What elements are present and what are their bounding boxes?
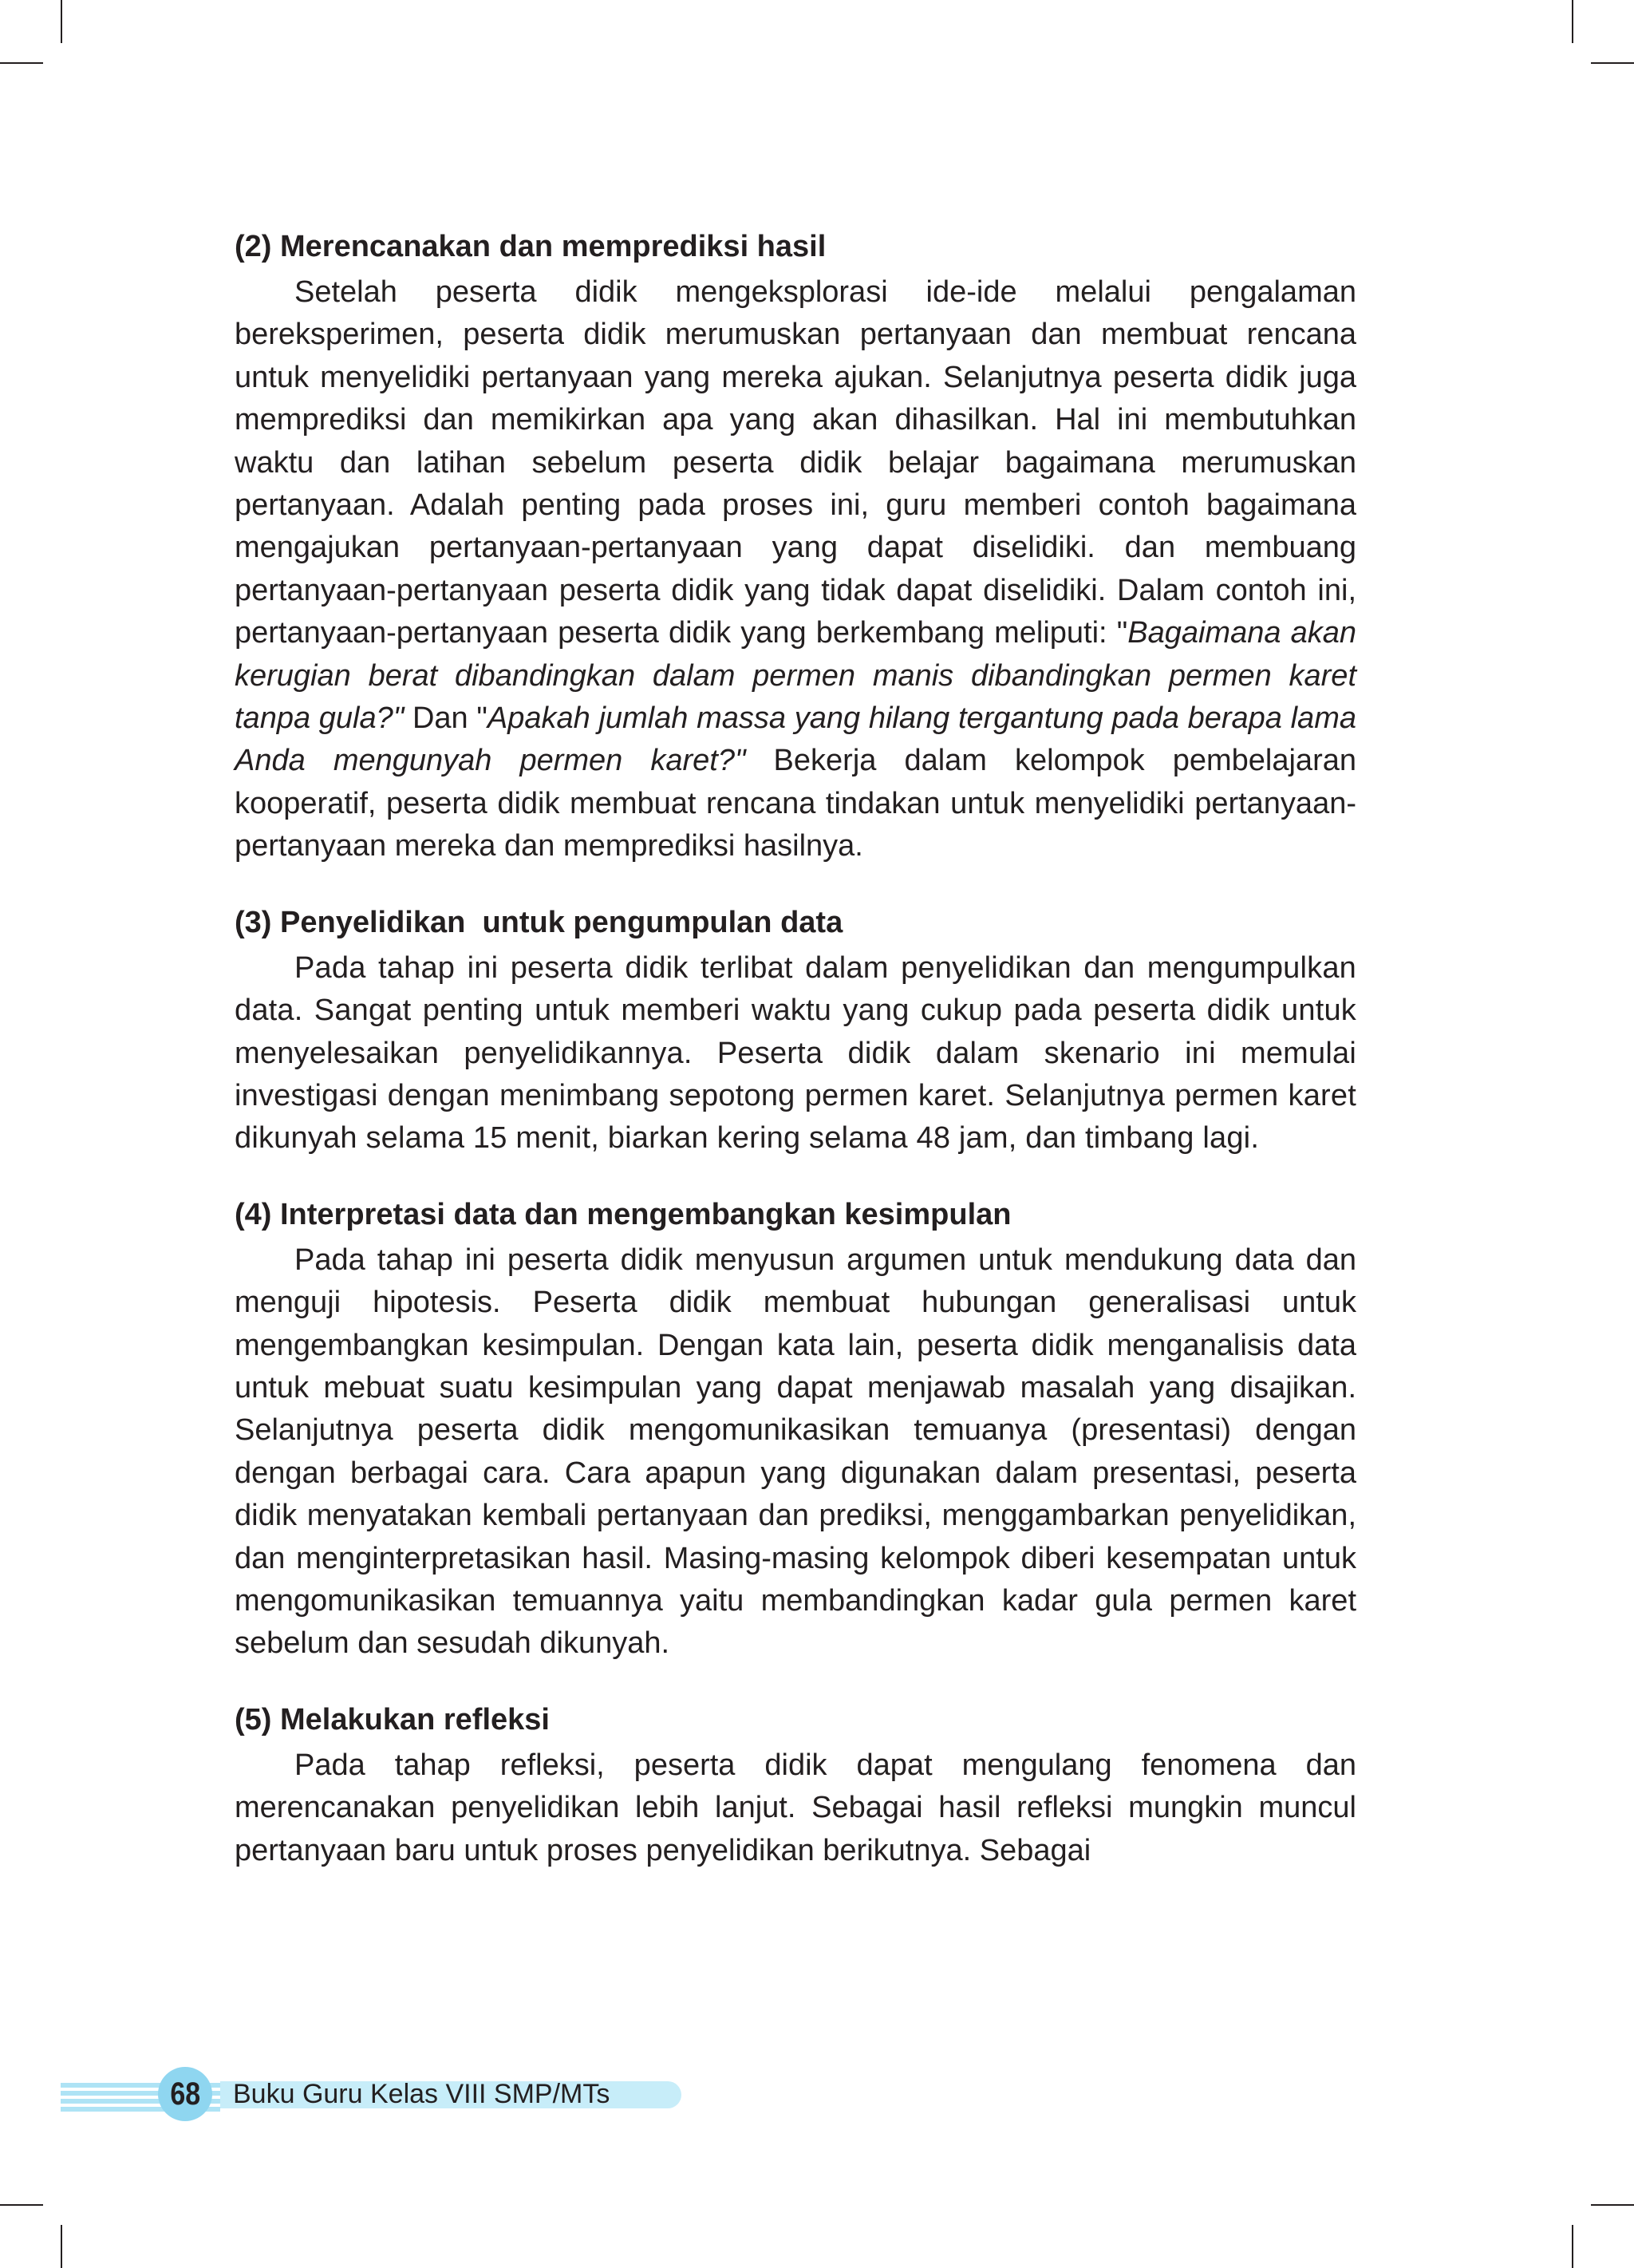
crop-mark-top-right-horizontal xyxy=(1591,62,1634,64)
crop-mark-top-left-horizontal xyxy=(0,62,43,64)
page-number-badge xyxy=(158,2067,212,2121)
section-paragraph xyxy=(235,271,1356,868)
section-paragraph: Pada tahap ini peserta didik terlibat dalam penyelidikan dan mengumpulkan data. Sangat penting untuk memberi waktu yang cukup pada peserta didik untuk menyelesaikan penyelidikannya. Peserta didik dalam skenario ini memulai investigasi dengan menimbang sepotong permen karet. Selanjutnya permen karet dikunyah selama 15 menit, biarkan kering selama 48 jam, dan timbang lagi. xyxy=(235,950,1356,1156)
example-question-italic: Bagaimana akan kerugian berat dibandingkan dalam permen manis dibandingkan permen karet tanpa gula?" xyxy=(235,616,1356,736)
section-planning xyxy=(235,226,1356,868)
page-footer xyxy=(61,2067,635,2121)
section-reflection xyxy=(235,1699,1356,1872)
section-heading: (2) Merencanakan dan memprediksi hasil xyxy=(235,230,827,263)
crop-mark-top-right-vertical xyxy=(1572,0,1573,43)
paragraph-text: Setelah peserta didik mengeksplorasi ide-ide melalui pengalaman bereksperimen, peserta didik merumuskan pertanyaan dan membuat rencana untuk menyelidiki pertanyaan yang mereka ajukan. Selanjutnya peserta didik juga memprediksi dan memikirkan apa yang akan dihasilkan. Hal ini membutuhkan waktu dan latihan sebelum peserta didik belajar bagaimana merumuskan pertanyaan. Adalah penting pada proses ini, guru memberi contoh bagaimana mengajukan pertanyaan-pertanyaan yang dapat diselidiki. dan membuang pertanyaan-pertanyaan peserta didik yang tidak dapat diselidiki. Dalam contoh ini, pertanyaan-pertanyaan peserta didik yang berkembang meliputi: " xyxy=(235,275,1356,650)
section-paragraph: Pada tahap refleksi, peserta didik dapat mengulang fenomena dan merencanakan penyelidikan lebih lanjut. Sebagai hasil refleksi mungkin muncul pertanyaan baru untuk proses penyelidikan berikutnya. Sebagai xyxy=(235,1748,1356,1867)
example-question-italic: Apakah jumlah massa yang hilang tergantung pada berapa lama Anda mengunyah permen karet?" xyxy=(235,701,1356,778)
page-number: 68 xyxy=(170,2076,200,2112)
section-paragraph: Pada tahap ini peserta didik menyusun argumen untuk mendukung data dan menguji hipotesis. Peserta didik membuat hubungan generalisasi untuk mengembangkan kesimpulan. Dengan kata lain, peserta didik menganalisis data untuk mebuat suatu kesimpulan yang dapat menjawab masalah yang disajikan. Selanjutnya peserta didik mengomunikasikan temuanya (presentasi) dengan dengan berbagai cara. Cara apapun yang digunakan dalam presentasi, peserta didik menyatakan kembali pertanyaan dan prediksi, menggambarkan penyelidikan, dan menginterpretasikan hasil. Masing-masing kelompok diberi kesempatan untuk mengomunikasikan temuannya yaitu membandingkan kadar gula permen karet sebelum dan sesudah dikunyah. xyxy=(235,1243,1356,1661)
paragraph-text: Dan " xyxy=(404,701,487,736)
section-heading: (5) Melakukan refleksi xyxy=(235,1702,550,1737)
section-heading: (4) Interpretasi data dan mengembangkan kesimpulan xyxy=(235,1197,1012,1231)
section-heading: (3) Penyelidikan untuk pengumpulan data xyxy=(235,905,843,939)
crop-mark-bottom-right-vertical xyxy=(1572,2225,1573,2268)
crop-mark-top-left-vertical xyxy=(61,0,62,43)
crop-mark-bottom-right-horizontal xyxy=(1591,2204,1634,2206)
section-data-collection xyxy=(235,902,1356,1160)
paragraph-text: Bekerja dalam kelompok pembelajaran kooperatif, peserta didik membuat rencana tindakan untuk menyelidiki pertanyaan-pertanyaan mereka dan memprediksi hasilnya. xyxy=(235,744,1356,863)
crop-mark-bottom-left-vertical xyxy=(61,2225,62,2268)
crop-mark-bottom-left-horizontal xyxy=(0,2204,43,2206)
page-body xyxy=(235,226,1356,1872)
section-interpretation xyxy=(235,1194,1356,1665)
book-title: Buku Guru Kelas VIII SMP/MTs xyxy=(233,2079,610,2109)
